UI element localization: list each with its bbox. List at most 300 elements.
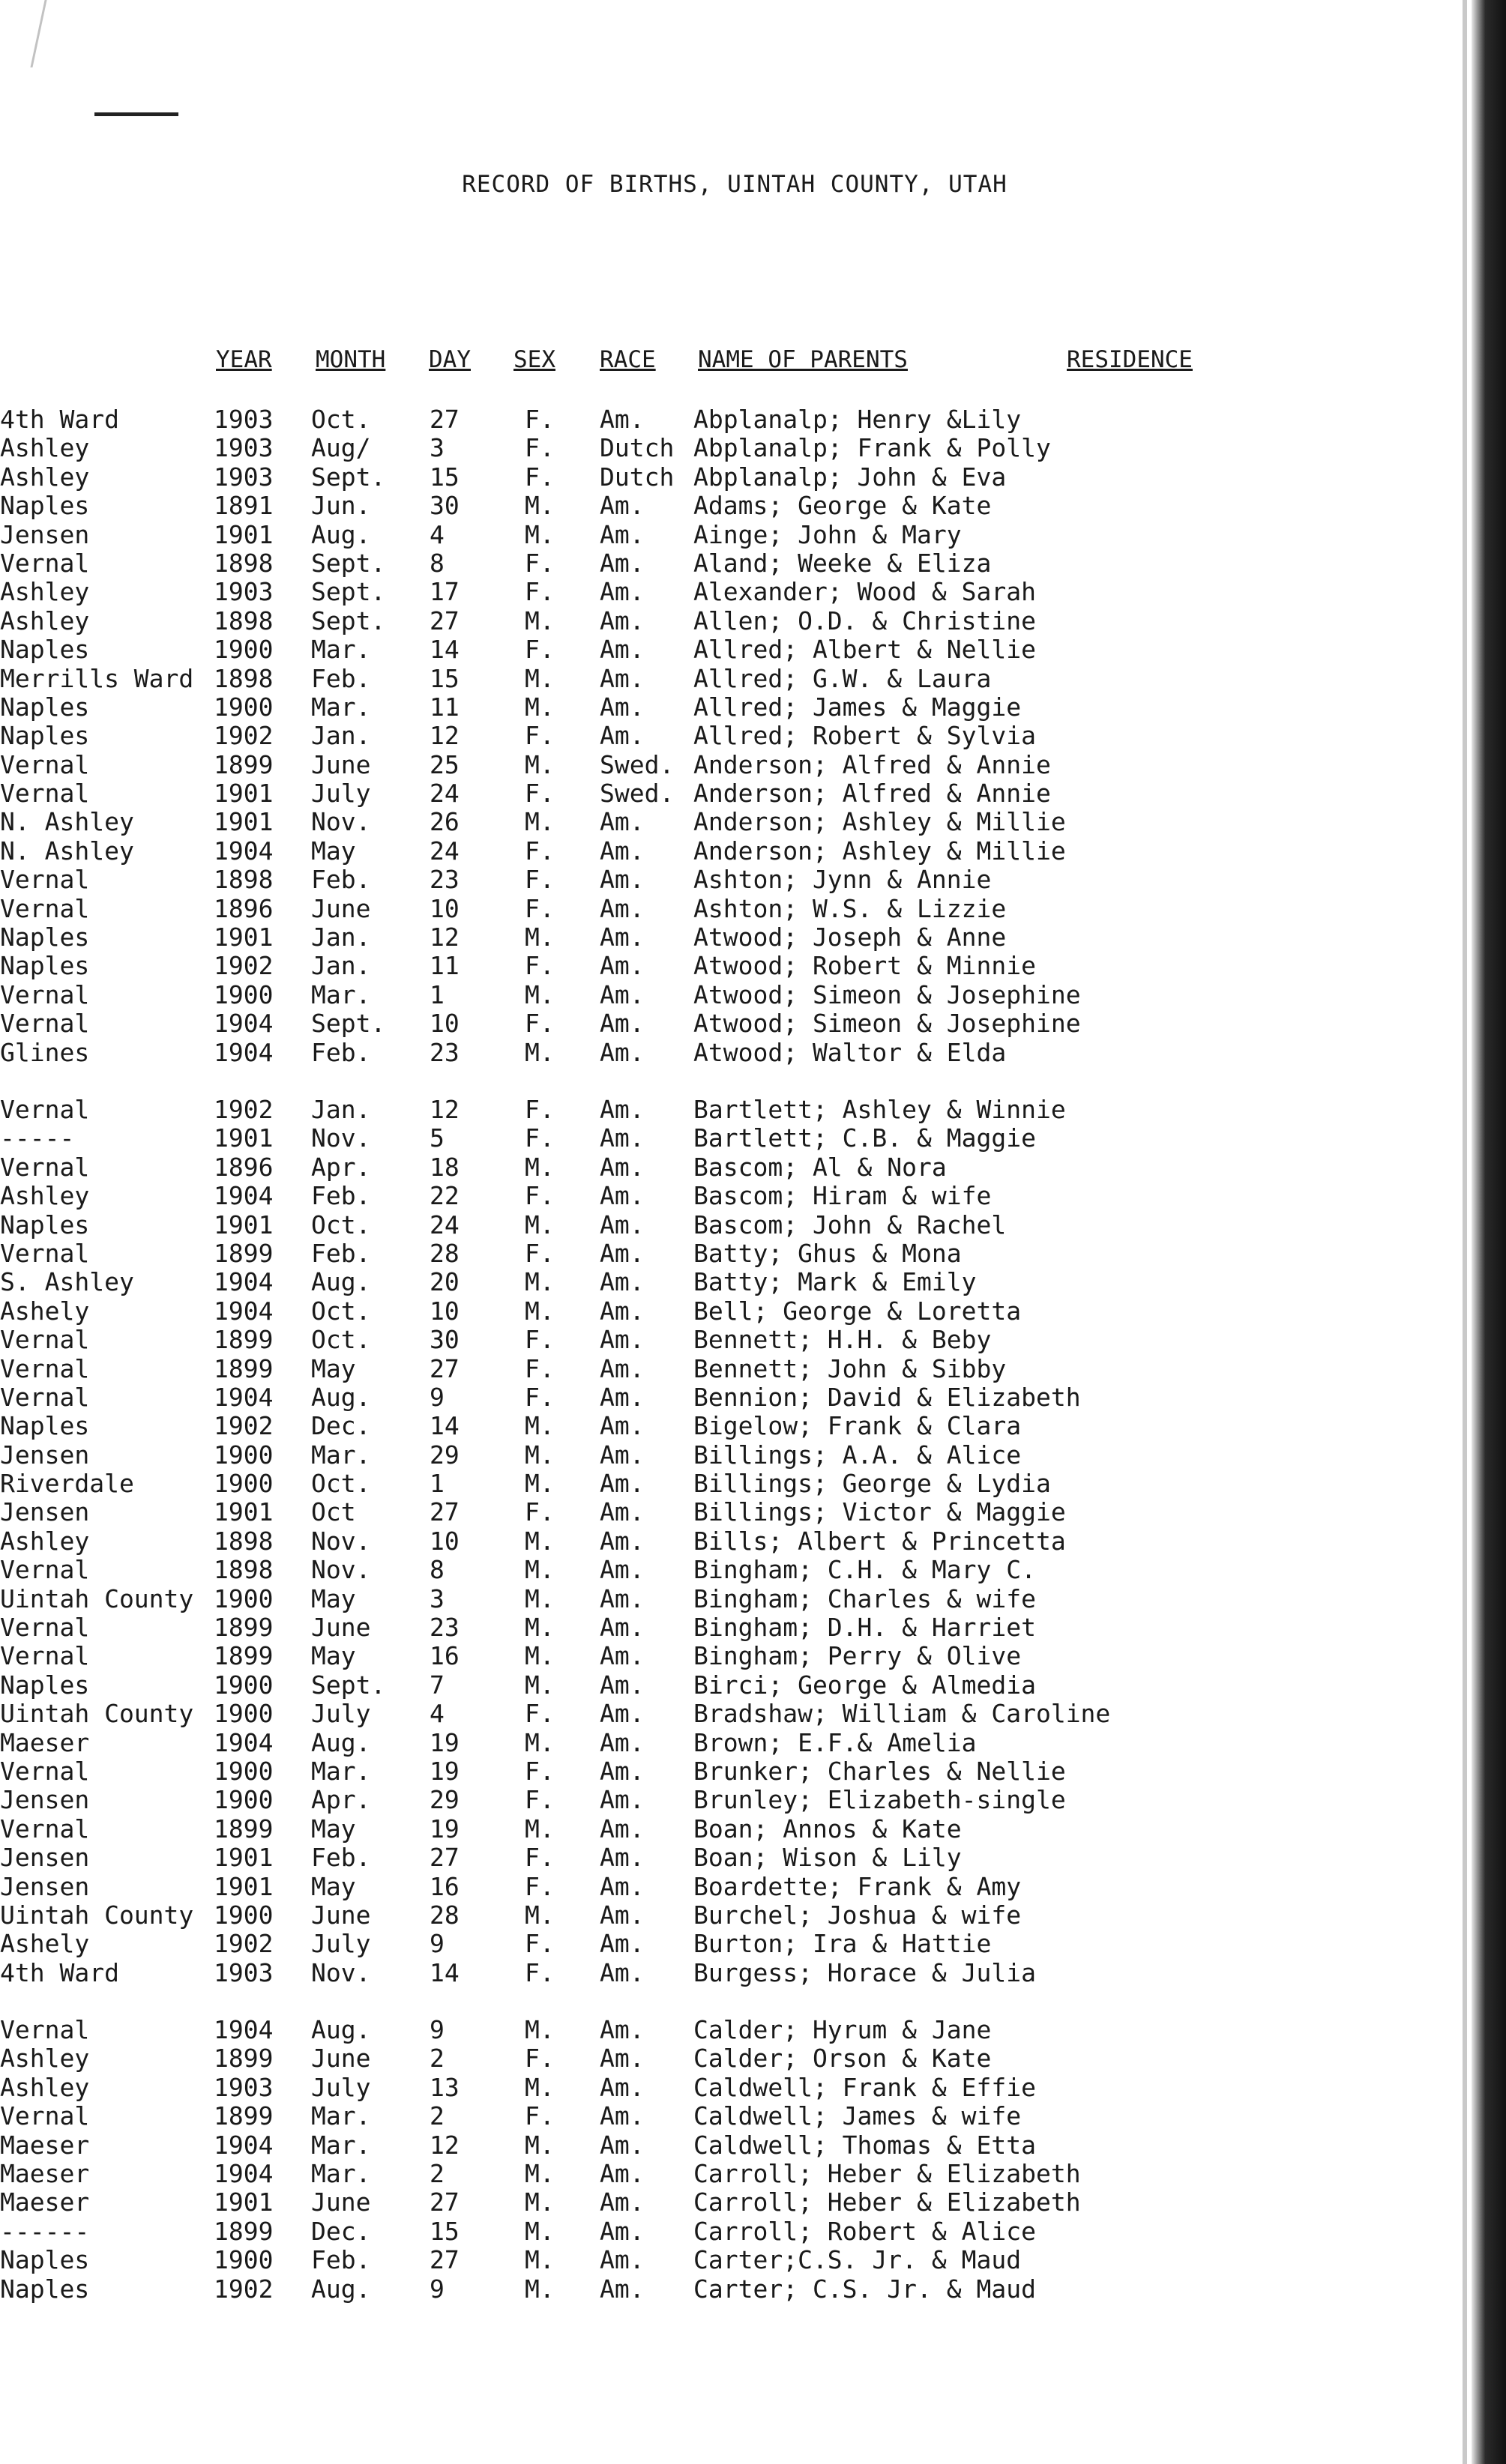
cell-sex: M. xyxy=(525,1469,555,1499)
cell-month: Aug. xyxy=(311,519,371,549)
header-sex: SEX xyxy=(513,346,555,373)
cell-parents: Boardette; Frank & Amy xyxy=(693,1871,1022,1901)
cell-year: 1891 xyxy=(214,491,274,521)
cell-sex: M. xyxy=(525,923,555,952)
cell-day: 13 xyxy=(430,2072,460,2102)
cell-residence: Naples xyxy=(0,721,90,751)
cell-parents: Billings; George & Lydia xyxy=(693,1469,1051,1499)
cell-parents: Allred; Robert & Sylvia xyxy=(693,721,1036,751)
cell-race: Am. xyxy=(600,405,645,434)
cell-race: Am. xyxy=(600,577,645,607)
cell-day: 15 xyxy=(430,2216,460,2246)
cell-month: Nov. xyxy=(311,1123,371,1153)
column-header-row xyxy=(0,346,1424,381)
cell-race: Am. xyxy=(600,1353,645,1383)
cell-race: Am. xyxy=(600,1037,645,1067)
cell-day: 19 xyxy=(430,1814,460,1844)
cell-parents: Atwood; Simeon & Josephine xyxy=(693,979,1081,1009)
cell-month: Dec. xyxy=(311,1411,371,1441)
cell-month: Aug/ xyxy=(311,433,371,463)
record-group xyxy=(0,2015,1439,2303)
cell-sex: M. xyxy=(525,2274,555,2304)
records-table xyxy=(0,405,1439,2303)
cell-parents: Bartlett; C.B. & Maggie xyxy=(693,1123,1036,1153)
cell-day: 16 xyxy=(430,1871,460,1901)
cell-month: Jan. xyxy=(311,721,371,751)
cell-month: Dec. xyxy=(311,2216,371,2246)
cell-month: Mar. xyxy=(311,1440,371,1470)
cell-year: 1900 xyxy=(214,1756,274,1786)
cell-month: Mar. xyxy=(311,1756,371,1786)
cell-sex: M. xyxy=(525,1670,555,1700)
cell-year: 1901 xyxy=(214,807,274,837)
cell-month: May xyxy=(311,836,356,866)
cell-residence: Ashley xyxy=(0,2072,90,2102)
cell-year: 1904 xyxy=(214,1267,274,1297)
cell-year: 1904 xyxy=(214,1009,274,1039)
cell-residence: Naples xyxy=(0,2245,90,2275)
cell-month: May xyxy=(311,1871,356,1901)
cell-race: Am. xyxy=(600,721,645,751)
cell-residence: Jensen xyxy=(0,1843,90,1873)
cell-residence: Vernal xyxy=(0,749,90,779)
cell-race: Am. xyxy=(600,1900,645,1930)
header-parents: NAME OF PARENTS xyxy=(698,346,908,373)
cell-day: 9 xyxy=(430,2015,445,2045)
cell-sex: F. xyxy=(525,1843,555,1873)
cell-parents: Carroll; Heber & Elizabeth xyxy=(693,2159,1081,2189)
cell-parents: Atwood; Joseph & Anne xyxy=(693,923,1007,952)
header-day: DAY xyxy=(429,346,471,373)
table-row xyxy=(0,951,1439,979)
cell-sex: M. xyxy=(525,1152,555,1182)
cell-year: 1900 xyxy=(214,979,274,1009)
cell-parents: Calder; Hyrum & Jane xyxy=(693,2015,992,2045)
cell-year: 1898 xyxy=(214,606,274,635)
table-row xyxy=(0,1440,1439,1469)
cell-day: 3 xyxy=(430,433,445,463)
cell-parents: Calder; Orson & Kate xyxy=(693,2044,992,2074)
cell-month: Sept. xyxy=(311,462,386,492)
cell-race: Swed. xyxy=(600,779,675,809)
cell-sex: F. xyxy=(525,1497,555,1527)
cell-month: May xyxy=(311,1814,356,1844)
table-row xyxy=(0,1123,1439,1152)
cell-year: 1900 xyxy=(214,1699,274,1729)
cell-residence: Vernal xyxy=(0,1555,90,1585)
cell-residence: Jensen xyxy=(0,1871,90,1901)
cell-sex: M. xyxy=(525,2072,555,2102)
cell-year: 1901 xyxy=(214,1123,274,1153)
cell-race: Am. xyxy=(600,1123,645,1153)
cell-month: Mar. xyxy=(311,2101,371,2131)
cell-month: Feb. xyxy=(311,1843,371,1873)
cell-year: 1902 xyxy=(214,2274,274,2304)
cell-year: 1903 xyxy=(214,1957,274,1987)
table-row xyxy=(0,549,1439,577)
cell-sex: M. xyxy=(525,519,555,549)
cell-residence: Jensen xyxy=(0,1497,90,1527)
cell-sex: F. xyxy=(525,865,555,895)
cell-day: 20 xyxy=(430,1267,460,1297)
cell-residence: Vernal xyxy=(0,2101,90,2131)
cell-sex: F. xyxy=(525,2044,555,2074)
table-row xyxy=(0,692,1439,721)
cell-day: 14 xyxy=(430,635,460,665)
cell-race: Swed. xyxy=(600,749,675,779)
cell-race: Am. xyxy=(600,865,645,895)
cell-year: 1901 xyxy=(214,1497,274,1527)
table-row xyxy=(0,491,1439,519)
cell-year: 1904 xyxy=(214,2159,274,2189)
table-row xyxy=(0,2131,1439,2159)
cell-sex: F. xyxy=(525,1238,555,1268)
cell-month: Nov. xyxy=(311,1526,371,1556)
cell-parents: Bradshaw; William & Caroline xyxy=(693,1699,1111,1729)
cell-race: Am. xyxy=(600,1325,645,1355)
table-row xyxy=(0,1153,1439,1181)
cell-parents: Atwood; Robert & Minnie xyxy=(693,951,1036,981)
cell-parents: Billings; A.A. & Alice xyxy=(693,1440,1022,1470)
cell-year: 1900 xyxy=(214,1469,274,1499)
cell-residence: ----- xyxy=(0,1123,75,1153)
cell-year: 1899 xyxy=(214,1641,274,1671)
cell-race: Am. xyxy=(600,951,645,981)
cell-day: 29 xyxy=(430,1785,460,1815)
cell-year: 1904 xyxy=(214,1181,274,1211)
table-row xyxy=(0,2274,1439,2303)
cell-residence: S. Ashley xyxy=(0,1267,134,1297)
cell-residence: 4th Ward xyxy=(0,1957,119,1987)
cell-day: 16 xyxy=(430,1641,460,1671)
cell-residence: N. Ashley xyxy=(0,807,134,837)
cell-month: Aug. xyxy=(311,1267,371,1297)
table-row xyxy=(0,1785,1439,1814)
cell-race: Am. xyxy=(600,1785,645,1815)
cell-race: Am. xyxy=(600,1699,645,1729)
cell-parents: Bingham; D.H. & Harriet xyxy=(693,1613,1036,1643)
cell-race: Am. xyxy=(600,1613,645,1643)
cell-month: Oct. xyxy=(311,1296,371,1326)
cell-parents: Bingham; C.H. & Mary C. xyxy=(693,1555,1036,1585)
header-residence: RESIDENCE xyxy=(1067,346,1193,373)
cell-race: Am. xyxy=(600,1181,645,1211)
cell-month: July xyxy=(311,2072,371,2102)
cell-parents: Carter;C.S. Jr. & Maud xyxy=(693,2245,1022,2275)
cell-residence: 4th Ward xyxy=(0,405,119,434)
cell-month: July xyxy=(311,779,371,809)
cell-year: 1904 xyxy=(214,1037,274,1067)
cell-residence: Vernal xyxy=(0,1238,90,1268)
cell-sex: F. xyxy=(525,433,555,463)
cell-residence: Naples xyxy=(0,2274,90,2304)
cell-residence: Riverdale xyxy=(0,1469,134,1499)
cell-month: Sept. xyxy=(311,577,386,607)
cell-sex: M. xyxy=(525,1296,555,1326)
table-row xyxy=(0,836,1439,865)
table-row xyxy=(0,1325,1439,1353)
cell-parents: Batty; Mark & Emily xyxy=(693,1267,977,1297)
table-row xyxy=(0,606,1439,635)
cell-residence: Vernal xyxy=(0,548,90,578)
table-row xyxy=(0,1411,1439,1440)
cell-month: Oct xyxy=(311,1497,356,1527)
cell-race: Am. xyxy=(600,1756,645,1786)
cell-race: Am. xyxy=(600,923,645,952)
cell-sex: F. xyxy=(525,1929,555,1959)
cell-parents: Bartlett; Ashley & Winnie xyxy=(693,1094,1066,1124)
cell-parents: Boan; Annos & Kate xyxy=(693,1814,962,1844)
cell-parents: Bigelow; Frank & Clara xyxy=(693,1411,1022,1441)
header-year: YEAR xyxy=(216,346,272,373)
table-row xyxy=(0,433,1439,462)
cell-sex: F. xyxy=(525,721,555,751)
table-row xyxy=(0,1872,1439,1900)
cell-year: 1902 xyxy=(214,1411,274,1441)
cell-year: 1901 xyxy=(214,923,274,952)
cell-day: 9 xyxy=(430,1929,445,1959)
cell-day: 28 xyxy=(430,1238,460,1268)
cell-year: 1898 xyxy=(214,548,274,578)
cell-sex: F. xyxy=(525,1009,555,1039)
cell-parents: Anderson; Ashley & Millie xyxy=(693,807,1066,837)
cell-year: 1900 xyxy=(214,1583,274,1613)
cell-day: 30 xyxy=(430,491,460,521)
cell-day: 14 xyxy=(430,1957,460,1987)
cell-sex: F. xyxy=(525,405,555,434)
cell-sex: F. xyxy=(525,1871,555,1901)
cell-residence: Maeser xyxy=(0,2159,90,2189)
cell-day: 10 xyxy=(430,1009,460,1039)
cell-parents: Caldwell; Thomas & Etta xyxy=(693,2130,1036,2160)
cell-parents: Bennett; John & Sibby xyxy=(693,1353,1007,1383)
cell-race: Am. xyxy=(600,1957,645,1987)
cell-sex: F. xyxy=(525,951,555,981)
cell-day: 10 xyxy=(430,893,460,923)
cell-day: 12 xyxy=(430,923,460,952)
cell-month: Aug. xyxy=(311,1382,371,1412)
table-row xyxy=(0,2073,1439,2101)
cell-year: 1902 xyxy=(214,1929,274,1959)
cell-parents: Anderson; Ashley & Millie xyxy=(693,836,1066,866)
cell-residence: Vernal xyxy=(0,1613,90,1643)
cell-month: Sept. xyxy=(311,606,386,635)
cell-sex: F. xyxy=(525,462,555,492)
cell-parents: Boan; Wison & Lily xyxy=(693,1843,962,1873)
cell-day: 27 xyxy=(430,1843,460,1873)
cell-sex: F. xyxy=(525,1181,555,1211)
cell-month: May xyxy=(311,1353,356,1383)
cell-year: 1900 xyxy=(214,1900,274,1930)
cell-sex: M. xyxy=(525,2187,555,2217)
cell-year: 1898 xyxy=(214,1526,274,1556)
cell-residence: Vernal xyxy=(0,1325,90,1355)
table-row xyxy=(0,1497,1439,1526)
cell-parents: Brunker; Charles & Nellie xyxy=(693,1756,1066,1786)
cell-year: 1901 xyxy=(214,1843,274,1873)
cell-month: Feb. xyxy=(311,865,371,895)
cell-parents: Abplanalp; Henry &Lily xyxy=(693,405,1022,434)
cell-race: Am. xyxy=(600,1296,645,1326)
cell-month: Feb. xyxy=(311,1037,371,1067)
cell-month: June xyxy=(311,893,371,923)
cell-day: 5 xyxy=(430,1123,445,1153)
table-row xyxy=(0,2245,1439,2274)
table-row xyxy=(0,1900,1439,1929)
cell-month: Mar. xyxy=(311,2159,371,2189)
cell-sex: M. xyxy=(525,2245,555,2275)
cell-year: 1899 xyxy=(214,1814,274,1844)
cell-sex: M. xyxy=(525,1613,555,1643)
record-group xyxy=(0,1095,1439,1987)
cell-day: 4 xyxy=(430,519,445,549)
cell-day: 10 xyxy=(430,1526,460,1556)
cell-day: 1 xyxy=(430,1469,445,1499)
header-race: RACE xyxy=(600,346,656,373)
cell-residence: Naples xyxy=(0,692,90,722)
cell-day: 7 xyxy=(430,1670,445,1700)
cell-year: 1902 xyxy=(214,1094,274,1124)
cell-race: Am. xyxy=(600,1411,645,1441)
table-row xyxy=(0,923,1439,951)
cell-year: 1900 xyxy=(214,1670,274,1700)
cell-residence: Maeser xyxy=(0,2187,90,2217)
cell-sex: F. xyxy=(525,1325,555,1355)
cell-residence: Vernal xyxy=(0,865,90,895)
cell-day: 12 xyxy=(430,721,460,751)
cell-parents: Burchel; Joshua & wife xyxy=(693,1900,1022,1930)
cell-residence: Vernal xyxy=(0,1641,90,1671)
cell-residence: Ashley xyxy=(0,433,90,463)
cell-residence: Vernal xyxy=(0,1094,90,1124)
cell-residence: Ashley xyxy=(0,1181,90,1211)
cell-parents: Allen; O.D. & Christine xyxy=(693,606,1036,635)
cell-sex: F. xyxy=(525,577,555,607)
cell-year: 1904 xyxy=(214,836,274,866)
cell-race: Am. xyxy=(600,1555,645,1585)
cell-sex: M. xyxy=(525,1411,555,1441)
cell-sex: M. xyxy=(525,491,555,521)
cell-race: Am. xyxy=(600,1094,645,1124)
cell-residence: Maeser xyxy=(0,2130,90,2160)
table-row xyxy=(0,2044,1439,2072)
cell-year: 1900 xyxy=(214,692,274,722)
cell-month: Mar. xyxy=(311,979,371,1009)
cell-day: 14 xyxy=(430,1411,460,1441)
table-row xyxy=(0,405,1439,433)
cell-residence: N. Ashley xyxy=(0,836,134,866)
cell-year: 1901 xyxy=(214,779,274,809)
cell-race: Am. xyxy=(600,1238,645,1268)
cell-race: Am. xyxy=(600,2274,645,2304)
cell-day: 15 xyxy=(430,663,460,693)
cell-sex: F. xyxy=(525,779,555,809)
cell-day: 26 xyxy=(430,807,460,837)
table-row xyxy=(0,1009,1439,1037)
cell-residence: Uintah County xyxy=(0,1699,194,1729)
cell-race: Am. xyxy=(600,1497,645,1527)
cell-race: Am. xyxy=(600,1843,645,1873)
cell-sex: M. xyxy=(525,749,555,779)
table-row xyxy=(0,779,1439,807)
cell-parents: Allred; Albert & Nellie xyxy=(693,635,1036,665)
cell-year: 1899 xyxy=(214,1325,274,1355)
cell-race: Am. xyxy=(600,1871,645,1901)
table-row xyxy=(0,1239,1439,1267)
cell-parents: Bingham; Charles & wife xyxy=(693,1583,1036,1613)
cell-residence: Naples xyxy=(0,1670,90,1700)
cell-month: June xyxy=(311,2044,371,2074)
cell-year: 1896 xyxy=(214,1152,274,1182)
cell-sex: F. xyxy=(525,893,555,923)
cell-day: 10 xyxy=(430,1296,460,1326)
cell-sex: M. xyxy=(525,1210,555,1239)
cell-day: 2 xyxy=(430,2101,445,2131)
cell-sex: M. xyxy=(525,1555,555,1585)
cell-parents: Bennion; David & Elizabeth xyxy=(693,1382,1081,1412)
table-row xyxy=(0,1613,1439,1641)
cell-month: June xyxy=(311,1613,371,1643)
table-row xyxy=(0,1296,1439,1325)
cell-residence: Ashley xyxy=(0,577,90,607)
cell-parents: Birci; George & Almedia xyxy=(693,1670,1036,1700)
cell-year: 1902 xyxy=(214,721,274,751)
cell-day: 30 xyxy=(430,1325,460,1355)
cell-residence: Vernal xyxy=(0,1152,90,1182)
cell-year: 1904 xyxy=(214,1382,274,1412)
cell-residence: Jensen xyxy=(0,519,90,549)
cell-month: July xyxy=(311,1699,371,1729)
cell-year: 1898 xyxy=(214,1555,274,1585)
cell-residence: Maeser xyxy=(0,1727,90,1757)
cell-month: Apr. xyxy=(311,1785,371,1815)
cell-sex: F. xyxy=(525,548,555,578)
cell-residence: Ashley xyxy=(0,606,90,635)
cell-race: Am. xyxy=(600,1152,645,1182)
cell-day: 29 xyxy=(430,1440,460,1470)
cell-parents: Batty; Ghus & Mona xyxy=(693,1238,962,1268)
cell-race: Am. xyxy=(600,2187,645,2217)
cell-race: Am. xyxy=(600,692,645,722)
table-row xyxy=(0,750,1439,779)
cell-year: 1900 xyxy=(214,1440,274,1470)
table-row xyxy=(0,1958,1439,1987)
cell-month: May xyxy=(311,1641,356,1671)
cell-sex: M. xyxy=(525,979,555,1009)
table-row xyxy=(0,1843,1439,1871)
cell-sex: M. xyxy=(525,807,555,837)
cell-parents: Caldwell; Frank & Effie xyxy=(693,2072,1036,2102)
cell-residence: Vernal xyxy=(0,1009,90,1039)
cell-race: Am. xyxy=(600,2101,645,2131)
cell-year: 1900 xyxy=(214,1785,274,1815)
cell-race: Am. xyxy=(600,2130,645,2160)
cell-day: 15 xyxy=(430,462,460,492)
cell-year: 1904 xyxy=(214,2015,274,2045)
cell-race: Am. xyxy=(600,1727,645,1757)
table-row xyxy=(0,2101,1439,2130)
cell-parents: Bills; Albert & Princetta xyxy=(693,1526,1066,1556)
record-group xyxy=(0,405,1439,1066)
cell-sex: F. xyxy=(525,1094,555,1124)
cell-race: Am. xyxy=(600,1670,645,1700)
cell-sex: M. xyxy=(525,1526,555,1556)
table-row xyxy=(0,1267,1439,1296)
cell-year: 1899 xyxy=(214,2044,274,2074)
page-edge-shadow xyxy=(1472,0,1506,2464)
table-row xyxy=(0,1038,1439,1066)
cell-day: 24 xyxy=(430,1210,460,1239)
